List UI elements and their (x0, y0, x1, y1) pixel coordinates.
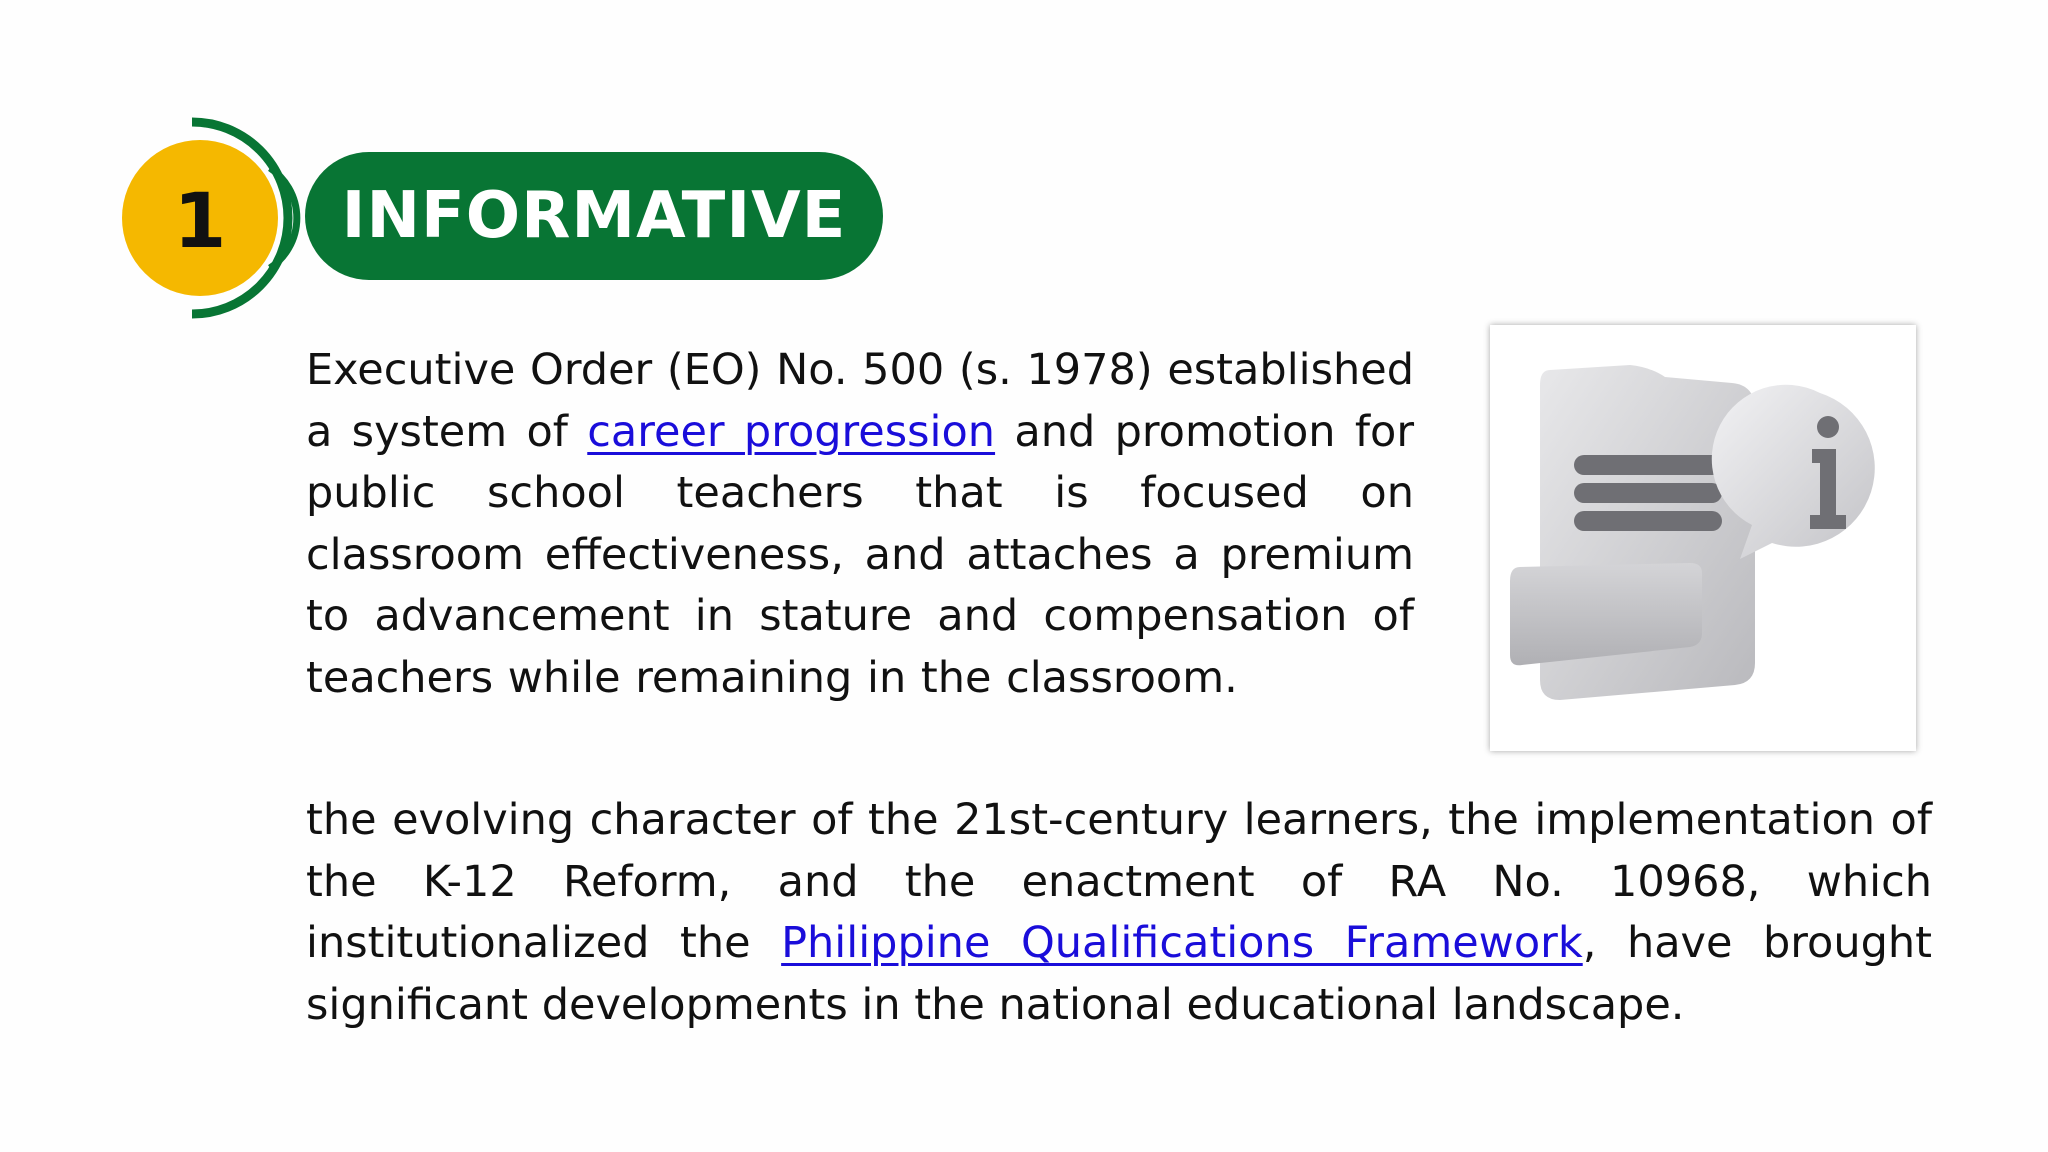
career-progression-link[interactable]: career progression (587, 406, 996, 457)
section-title-pill (305, 152, 883, 280)
paragraph-eo500-text-start: Executive Order (EO) No. 500 (s. 1978) established a system of (306, 345, 1414, 457)
section-title: INFORMATIVE (341, 179, 847, 253)
section-number-badge (110, 110, 310, 326)
illustration-frame (1490, 325, 1916, 751)
document-info-icon (1490, 325, 1916, 751)
paragraph-developments-text-start: the evolving character of the 21st-century learners, the implementation of the K-12 Reform, and the enactment of RA No. 10968, which institutionalized the (306, 795, 1932, 968)
paragraph-developments-text-end: , have brought significant developments in the national educational landscape. (306, 918, 1932, 1030)
paragraph-eo500-text-end: and promotion for public school teachers that is focused on classroom effectiveness, and attaches a premium to advancement in stature and compensation of teachers while remaining in the classroom. (306, 406, 1414, 703)
section-number: 1 (173, 175, 227, 265)
philippine-qualifications-framework-link[interactable]: Philippine Qualifications Framework (781, 918, 1583, 968)
paragraph-eo500 (306, 340, 1414, 709)
paragraph-developments (306, 790, 1932, 1036)
